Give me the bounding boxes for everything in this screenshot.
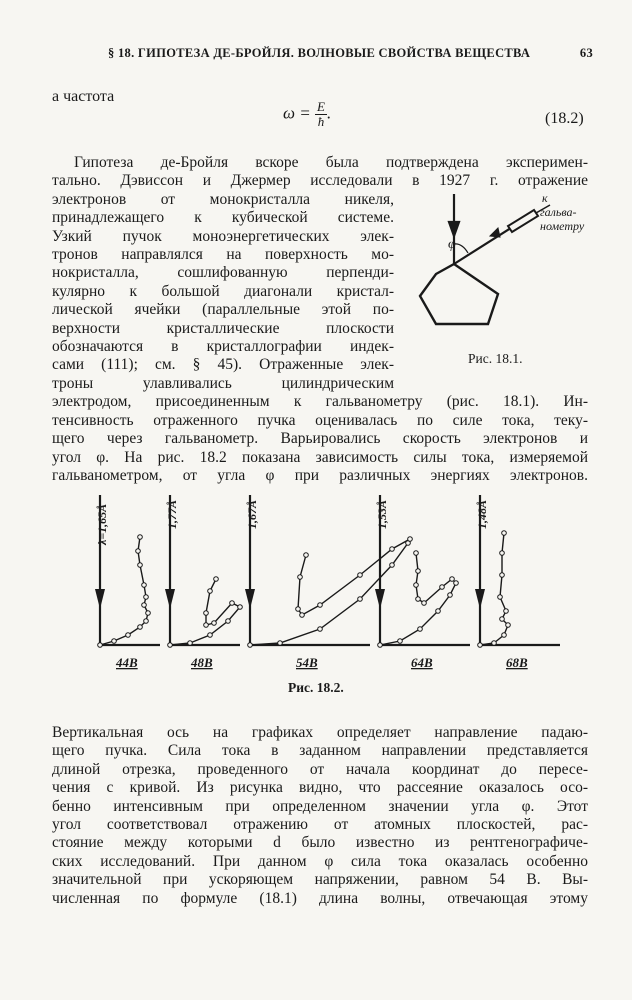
formula-denominator: ħ bbox=[317, 114, 325, 129]
data-point bbox=[112, 639, 117, 644]
data-point bbox=[138, 535, 143, 540]
data-point bbox=[440, 585, 445, 590]
text-line: ских исследований. При данном φ сила тока оказалась особенно bbox=[52, 852, 588, 870]
wavelength-label: λ=1,65Å bbox=[95, 503, 109, 545]
data-point bbox=[358, 597, 363, 602]
data-point bbox=[502, 633, 507, 638]
figure-18-1-caption: Рис. 18.1. bbox=[468, 351, 523, 366]
text-line: тронов направлялся на поверхность мо- bbox=[52, 246, 394, 264]
data-point bbox=[138, 563, 143, 568]
collector-cylinder bbox=[508, 210, 538, 232]
data-point bbox=[226, 619, 231, 624]
data-point bbox=[248, 643, 253, 648]
text-line: тально. Дэвиссон и Джермер исследовали в 1927 г. отражение bbox=[52, 172, 588, 190]
text-line: нокристалла, сошлифованную перпенди- bbox=[52, 264, 394, 282]
wavelength-label: 1,67Å bbox=[245, 499, 259, 529]
text-line: угол φ. На рис. 18.2 показана зависимость силы тока, измеряемой bbox=[52, 448, 588, 466]
page-number: 63 bbox=[579, 46, 593, 60]
data-point bbox=[390, 563, 395, 568]
angle-arc bbox=[454, 244, 468, 253]
data-point bbox=[422, 601, 427, 606]
intensity-curve bbox=[250, 539, 410, 645]
data-point bbox=[146, 611, 151, 616]
data-point bbox=[504, 609, 509, 614]
data-point bbox=[138, 625, 143, 630]
text-line: электронов от монокристалла никеля, bbox=[52, 190, 394, 208]
angle-phi-label: φ bbox=[448, 237, 456, 252]
data-point bbox=[188, 641, 193, 646]
data-point bbox=[300, 613, 305, 618]
data-point bbox=[230, 601, 235, 606]
data-point bbox=[500, 551, 505, 556]
text-line: стояние между которыми d было известно из рентгенографиче- bbox=[52, 834, 588, 852]
galvanometer-label-1: к bbox=[542, 191, 548, 205]
text-line: значительной при ускоряющем напряжении, равном 54 В. Вы- bbox=[52, 871, 588, 889]
text-line: обозначаются в кристаллографии индек- bbox=[52, 338, 394, 356]
data-point bbox=[414, 583, 419, 588]
data-point bbox=[408, 537, 413, 542]
energy-label: 48В bbox=[191, 655, 213, 670]
data-point bbox=[208, 633, 213, 638]
wavelength-label: 1,77Å bbox=[165, 499, 179, 529]
text-line: лической ячейки (параллельные этой по- bbox=[52, 301, 394, 319]
data-point bbox=[500, 573, 505, 578]
crystal-hexagon bbox=[420, 264, 498, 324]
text-line: угол соответствовал отражению от атомных плоскостей, рас- bbox=[52, 816, 588, 834]
data-point bbox=[144, 595, 149, 600]
data-point bbox=[502, 531, 507, 536]
figure-18-1 bbox=[396, 186, 596, 376]
axis-arrow-head bbox=[165, 589, 175, 609]
data-point bbox=[492, 641, 497, 646]
text-line: Узкий пучок моноэнергетических элек- bbox=[52, 227, 394, 245]
wavelength-label: 1,53Å bbox=[375, 499, 389, 529]
data-point bbox=[214, 577, 219, 582]
axis-arrow-head bbox=[95, 589, 105, 609]
intro-text: а частота bbox=[52, 88, 115, 105]
galvanometer-label-2: гальва- bbox=[540, 205, 577, 219]
data-point bbox=[450, 577, 455, 582]
data-point bbox=[500, 617, 505, 622]
data-point bbox=[378, 643, 383, 648]
data-point bbox=[98, 643, 103, 648]
data-point bbox=[238, 605, 243, 610]
data-point bbox=[304, 553, 309, 558]
paragraph-2 bbox=[52, 724, 588, 908]
data-point bbox=[318, 603, 323, 608]
data-point bbox=[296, 607, 301, 612]
text-line: электродом, присоединенным к гальванометру (рис. 18.1). Ин- bbox=[52, 393, 588, 411]
text-line: численная по формуле (18.1) длина волны, отвечающая этому bbox=[52, 889, 588, 907]
wavelength-label: 1,48Å bbox=[475, 499, 489, 529]
text-line: длиной отрезка, проведенного от начала координат до пересе- bbox=[52, 760, 588, 778]
text-line: гальванометром, от угла φ при различных энергиях электронов. bbox=[52, 466, 588, 484]
data-point bbox=[278, 641, 283, 646]
reflected-arrow-head bbox=[490, 228, 500, 237]
data-point bbox=[136, 549, 141, 554]
energy-label: 64В bbox=[411, 655, 433, 670]
data-point bbox=[208, 589, 213, 594]
formula-18-2 bbox=[283, 100, 331, 129]
formula-numerator: E bbox=[316, 99, 325, 114]
data-point bbox=[168, 643, 173, 648]
data-point bbox=[142, 603, 147, 608]
equation-number: (18.2) bbox=[545, 110, 584, 127]
energy-label: 54В bbox=[296, 655, 318, 670]
section-title: § 18. ГИПОТЕЗА ДЕ-БРОЙЛЯ. ВОЛНОВЫЕ СВОЙСТВА ВЕЩЕСТВА bbox=[108, 46, 531, 60]
text-line: щего через гальванометр. Варьировались скорость электронов и bbox=[52, 430, 588, 448]
data-point bbox=[298, 575, 303, 580]
data-point bbox=[414, 551, 419, 556]
text-line: щего пучка. Сила тока в заданном направлении представляется bbox=[52, 742, 588, 760]
text-line: верхности кристаллические плоскости bbox=[52, 319, 394, 337]
data-point bbox=[436, 609, 441, 614]
data-point bbox=[416, 597, 421, 602]
text-line: принадлежащего к кубической системе. bbox=[52, 209, 394, 227]
data-point bbox=[204, 611, 209, 616]
axis-arrow-head bbox=[375, 589, 385, 609]
incident-arrow-head bbox=[449, 222, 459, 236]
data-point bbox=[478, 643, 483, 648]
data-point bbox=[144, 619, 149, 624]
data-point bbox=[454, 581, 459, 586]
data-point bbox=[506, 623, 511, 628]
data-point bbox=[398, 639, 403, 644]
text-line: сами (111); см. § 45). Отраженные элек- bbox=[52, 356, 394, 374]
data-point bbox=[416, 569, 421, 574]
data-point bbox=[204, 623, 209, 628]
data-point bbox=[498, 595, 503, 600]
text-line: кулярно к большой диагонали кристал- bbox=[52, 282, 394, 300]
running-header bbox=[108, 46, 593, 61]
text-line: Вертикальная ось на графиках определяет направление падаю- bbox=[52, 724, 588, 741]
data-point bbox=[418, 627, 423, 632]
data-point bbox=[358, 573, 363, 578]
text-line: бенно интенсивным при определенном значении угла φ. Этот bbox=[52, 797, 588, 815]
energy-label: 68В bbox=[506, 655, 528, 670]
text-line: тенсивность отраженного пучка оценивалась по силе тока, теку- bbox=[52, 411, 588, 429]
data-point bbox=[448, 593, 453, 598]
figure-18-2 bbox=[60, 485, 580, 675]
data-point bbox=[142, 583, 147, 588]
text-line: чения с кривой. Из рисунка видно, что рассеяние оказалось осо- bbox=[52, 779, 588, 797]
data-point bbox=[126, 633, 131, 638]
data-point bbox=[212, 621, 217, 626]
axis-arrow-head bbox=[475, 589, 485, 609]
axis-arrow-head bbox=[245, 589, 255, 609]
formula-tail: . bbox=[326, 103, 332, 123]
reflected-beam-line bbox=[454, 226, 514, 264]
galvanometer-label-3: нометру bbox=[540, 219, 585, 233]
data-point bbox=[318, 627, 323, 632]
data-point bbox=[390, 547, 395, 552]
energy-label: 44В bbox=[116, 655, 138, 670]
figure-18-2-caption: Рис. 18.2. bbox=[288, 680, 344, 695]
text-line: Гипотеза де-Бройля вскоре была подтверждена эксперимен- bbox=[74, 154, 588, 171]
formula-lhs: ω = bbox=[283, 103, 311, 123]
text-line: троны улавливались цилиндрическим bbox=[52, 374, 394, 392]
formula-fraction bbox=[315, 100, 327, 129]
